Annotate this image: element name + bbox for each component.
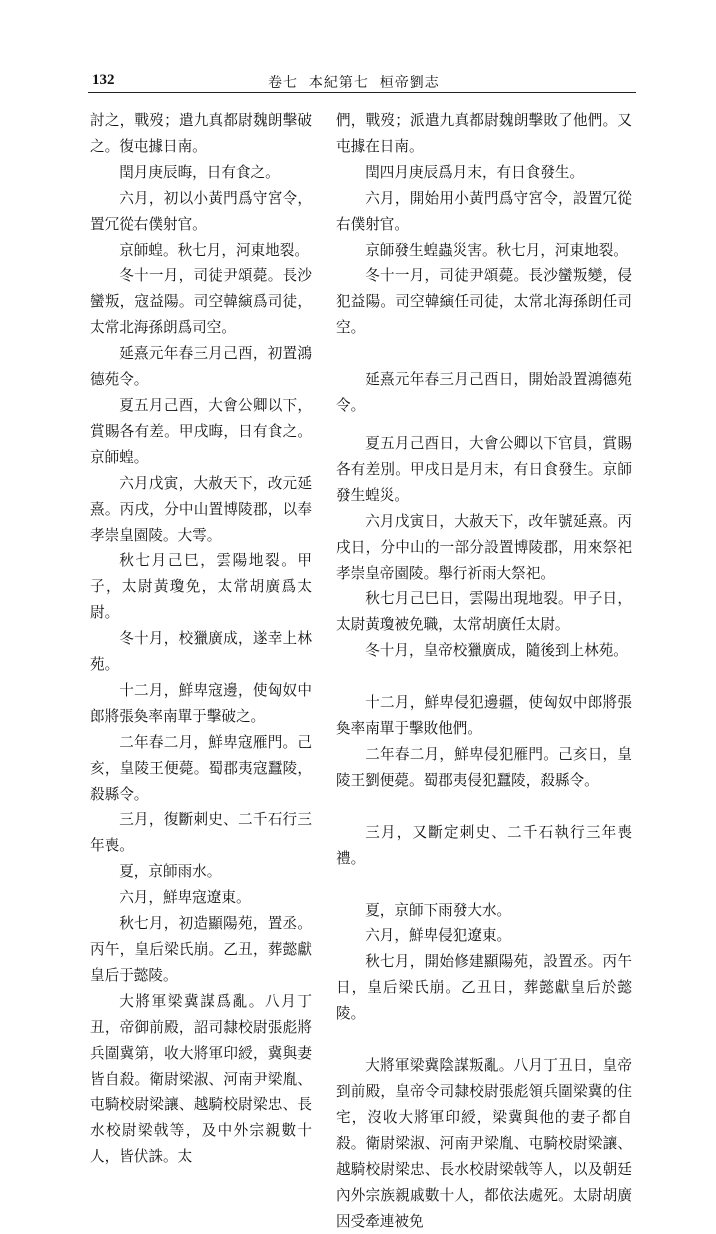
translation-paragraph: 們，戰歿；派遣九真都尉魏朗擊敗了他們。又屯據在日南。 [336,112,632,155]
original-paragraph: 秋七月己巳，雲陽地裂。甲子，太尉黃瓊免，太常胡廣爲太尉。 [90,552,312,622]
paragraph-spacer [336,664,632,690]
translation-paragraph: 冬十月，皇帝校獵廣成，隨後到上林苑。 [365,642,628,660]
original-paragraph: 十二月，鮮卑寇邊，使匈奴中郎將張奐率南單于擊破之。 [90,681,312,725]
translation-paragraph: 秋七月己巳日，雲陽出現地裂。甲子日，太尉黃瓊被免職，太常胡廣任太尉。 [336,590,632,634]
original-paragraph: 夏五月己酉，大會公卿以下，賞賜各有差。甲戌晦，日有食之。京師蝗。 [90,396,312,466]
translation-paragraph: 閏四月庚辰爲月末，有日食發生。 [365,163,585,181]
page-header [0,0,716,95]
running-head: 卷七 本紀第七 桓帝劉志 [268,75,440,91]
paragraph-spacer [336,872,632,898]
translation-paragraph: 夏，京師下雨發大水。 [365,901,512,919]
original-paragraph: 大將軍梁冀謀爲亂。八月丁丑，帝御前殿，詔司隸校尉張彪將兵圍冀第，收大將軍印綬，冀與妻皆自殺。衛尉梁淑、河南尹梁胤、屯騎校尉梁讓、越騎校尉梁忠、長水校尉梁戟等，及中外宗親數十人，皆伏誅。太 [90,992,312,1166]
original-paragraph: 冬十月，校獵廣成，遂幸上林苑。 [90,630,312,674]
original-paragraph: 六月戊寅，大赦天下，改元延熹。丙戌，分中山置博陵郡，以奉孝崇皇園陵。大雩。 [90,474,312,544]
original-paragraph: 京師蝗。秋七月，河東地裂。 [119,241,309,259]
translation-paragraph: 夏五月己酉日，大會公卿以下官員，賞賜各有差別。甲戌日是月末，有日食發生。京師發生蝗災。 [336,434,632,504]
paragraph-spacer [336,341,632,367]
original-paragraph: 閏月庚辰晦，日有食之。 [119,163,280,181]
translation-paragraph: 三月，又斷定刺史、二千石執行三年喪禮。 [336,823,632,867]
translation-column [336,108,632,1234]
translation-paragraph: 六月戊寅日，大赦天下，改年號延熹。丙戌日，分中山的一部分設置博陵郡，用來祭祀孝崇皇帝園陵。舉行祈雨大祭祀。 [336,512,632,582]
paragraph-spacer [336,1027,632,1053]
translation-paragraph: 延熹元年春三月己酉日，開始設置鴻德苑令。 [336,371,632,415]
translation-paragraph: 二年春二月，鮮卑侵犯雁門。己亥日，皇陵王劉便薨。蜀郡夷侵犯蠶陵，殺縣令。 [336,745,632,789]
original-paragraph: 三月，復斷刺史、二千石行三年喪。 [90,811,312,855]
paragraph-spacer [336,794,632,820]
translation-paragraph: 六月，開始用小黃門爲守宮令，設置冗從右僕射官。 [336,189,632,233]
original-paragraph: 延熹元年春三月己酉，初置鴻德苑令。 [90,345,312,389]
paragraph-spacer [336,419,632,431]
translation-paragraph: 大將軍梁冀陰謀叛亂。八月丁丑日，皇帝到前殿，皇帝令司隸校尉張彪領兵圍梁冀的住宅，沒收大將軍印綬，梁冀與他的妻子都自殺。衛尉梁淑、河南尹梁胤、屯騎校尉梁讓、越騎校尉梁忠、長水校尉梁戟等人，以及朝廷內外宗族親戚數十人，都依法處死。太尉胡廣因受牽連被免 [336,1057,632,1230]
original-paragraph: 冬十一月，司徒尹頌薨。長沙蠻叛，寇益陽。司空韓縯爲司徒，太常北海孫朗爲司空。 [90,267,312,337]
translation-paragraph: 冬十一月，司徒尹頌薨。長沙蠻叛變，侵犯益陽。司空韓縯任司徒，太常北海孫朗任司空。 [336,267,632,337]
original-paragraph: 六月，鮮卑寇遼東。 [119,889,251,907]
original-text-column [90,108,312,1170]
original-paragraph: 秋七月，初造顯陽苑，置丞。丙午，皇后梁氏崩。乙丑，葬懿獻皇后于懿陵。 [90,915,312,984]
translation-paragraph: 六月，鮮卑侵犯遼東。 [365,927,512,945]
translation-paragraph: 十二月，鮮卑侵犯邊疆，使匈奴中郎將張奐率南單于擊敗他們。 [336,694,632,738]
translation-paragraph: 京師發生蝗蟲災害。秋七月，河東地裂。 [365,241,628,259]
original-paragraph: 討之，戰歿；遣九真都尉魏朗擊破之。復屯據日南。 [90,112,312,155]
original-paragraph: 六月，初以小黃門爲守宮令，置冗從右僕射官。 [90,189,312,233]
page-number: 132 [92,72,115,88]
original-paragraph: 二年春二月，鮮卑寇雁門。己亥，皇陵王便薨。蜀郡夷寇蠶陵，殺縣令。 [90,733,312,803]
original-paragraph: 夏，京師雨水。 [119,863,222,881]
header-rule [88,92,636,93]
translation-paragraph: 秋七月，開始修建顯陽苑，設置丞。丙午日，皇后梁氏崩。乙丑日，葬懿獻皇后於懿陵。 [336,953,632,1023]
